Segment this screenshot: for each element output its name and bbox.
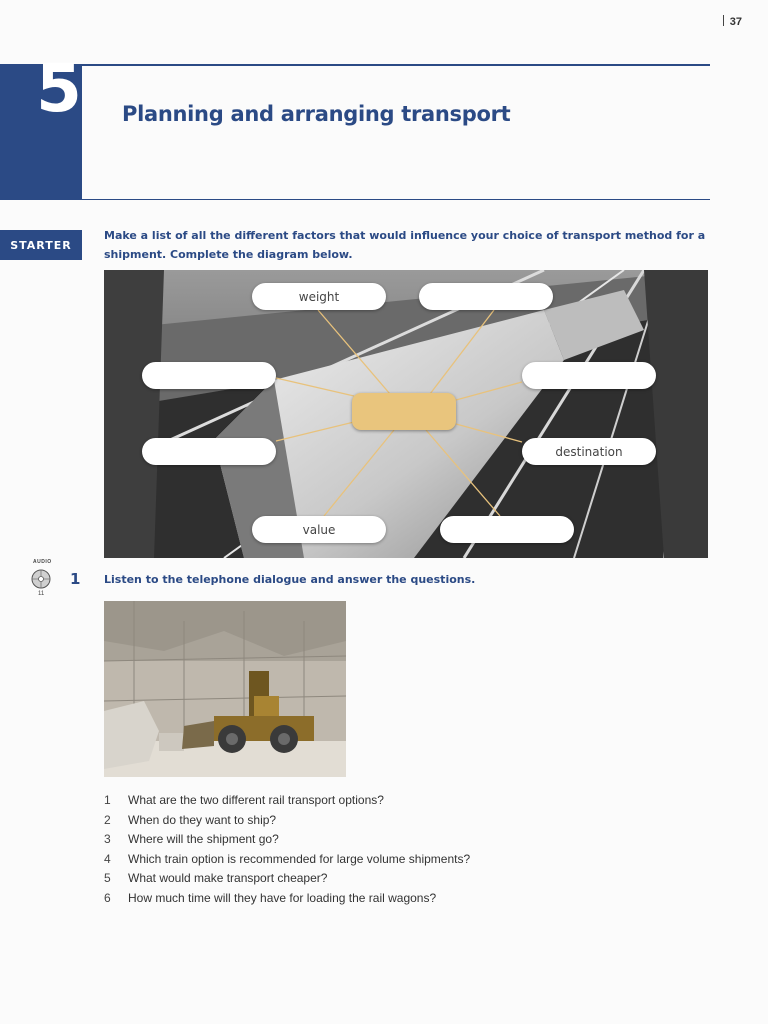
- question-item: 4 Which train option is recommended for large volume shipments?: [104, 851, 471, 866]
- unit-title: Planning and arranging transport: [122, 102, 511, 126]
- factor-box-destination[interactable]: destination: [522, 438, 656, 465]
- page-number: 37: [723, 15, 742, 28]
- factor-box-blank[interactable]: [440, 516, 574, 543]
- question-list: [104, 793, 470, 910]
- question-item: 1 What are the two different rail transport options?: [104, 793, 384, 807]
- starter-instruction: Make a list of all the different factors that would influence your choice of transport method for a shipment. Complete the diagram below.: [104, 229, 706, 261]
- factor-box-blank[interactable]: [142, 362, 276, 389]
- unit-number: 5: [36, 50, 80, 127]
- factor-box-value[interactable]: value: [252, 516, 386, 543]
- header-rule-top: [82, 64, 710, 66]
- transport-factors-diagram: [104, 270, 708, 558]
- factor-box-weight[interactable]: weight: [252, 283, 386, 310]
- starter-label: STARTER: [0, 230, 82, 260]
- exercise-number: 1: [70, 570, 81, 588]
- header-rule-bottom: [82, 199, 710, 200]
- factor-box-blank[interactable]: [522, 362, 656, 389]
- question-item: 2 When do they want to ship?: [104, 812, 277, 827]
- question-item: 3 Where will the shipment go?: [104, 832, 279, 846]
- factor-box-blank[interactable]: [142, 438, 276, 465]
- audio-cd-icon[interactable]: [31, 569, 51, 589]
- question-item: 5 What would make transport cheaper?: [104, 871, 328, 885]
- factor-box-blank[interactable]: [419, 283, 553, 310]
- quarry-photo: [104, 601, 346, 777]
- exercise-instruction: Listen to the telephone dialogue and answer the questions.: [104, 573, 476, 586]
- audio-track-number: 11: [38, 591, 45, 597]
- question-item: 6 How much time will they have for loading the rail wagons?: [104, 890, 437, 905]
- audio-label: AUDIO: [33, 559, 52, 565]
- diagram-center-box[interactable]: [352, 393, 456, 430]
